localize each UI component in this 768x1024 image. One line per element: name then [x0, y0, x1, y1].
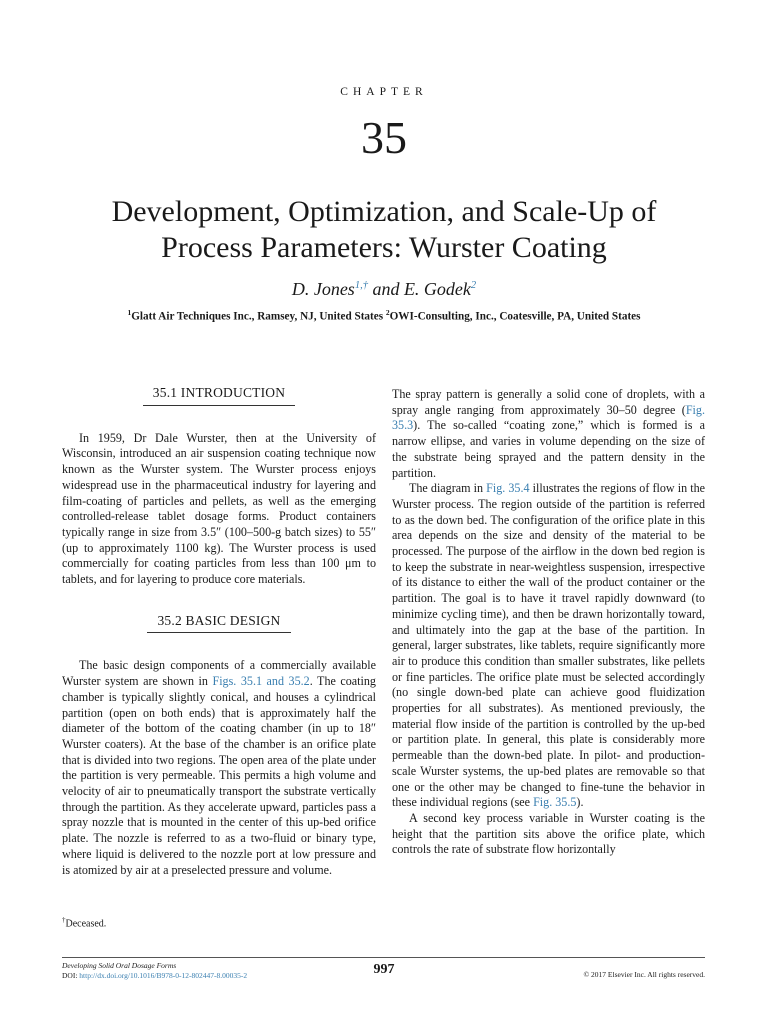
section-heading-introduction-text: 35.1 INTRODUCTION [143, 385, 295, 406]
footnote [62, 916, 106, 929]
author-line [0, 279, 768, 300]
footnote-mark: † [62, 916, 66, 924]
figure-link-35-5[interactable]: Fig. 35.5 [533, 795, 577, 810]
chapter-number: 35 [361, 112, 407, 163]
author-conjunction: and [367, 279, 404, 299]
footer-divider [62, 957, 705, 958]
author-2: E. Godek [403, 279, 471, 299]
spray-pattern-text-1: The spray pattern is generally a solid cone of droplets, with a spray angle ranging from approximately 30–50 degree ( [392, 387, 705, 417]
affiliations [0, 308, 768, 323]
doi-link[interactable]: http://dx.doi.org/10.1016/B978-0-12-802447-8.00035-2 [79, 971, 248, 980]
footer-book-title: Developing Solid Oral Dosage Forms [62, 961, 177, 970]
section-heading-basic-design-text: 35.2 BASIC DESIGN [147, 613, 290, 634]
flow-regions-text-1: The diagram in [409, 481, 487, 496]
right-column [392, 387, 705, 858]
chapter-title [40, 194, 728, 266]
author-2-affiliation-mark[interactable]: 2 [470, 280, 477, 291]
flow-regions-text-2: illustrates the regions of flow in the Wurster process. The region outside of the partition is referred to as the down bed. The configuration of the orifice plate in this area depends on the size and density of the material to be processed. The purpose of the airflow in the down bed region is to keep the substrate in near-weightless suspension, irrespective of its distance to either the wall of the product container or the partition. The goal is to have it travel rapidly downward (to minimize cycling time), and then be drawn horizontally toward, and ultimately into the gap at the base of the partition. In general, larger substrates, like tablets, require significantly more air to produce this condition than smaller substrates, like pellets or fine particles. The orifice plate must be selected accordingly (no single down-bed plate can achieve good fluidization properties for all substrates). As mentioned previously, the material flow inside of the partition is controlled by the up-bed or partition plate. In general, this plate is considerably more permeable than the down-bed plate. In pilot- and production-scale Wurster systems, the up-bed plates are removable so that one or the other may be changed to fine-tune the behavior in these individual regions (see [392, 481, 705, 810]
flow-regions-text-3: ). [576, 795, 584, 810]
figure-link-35-4[interactable]: Fig. 35.4 [486, 481, 530, 496]
spray-pattern-paragraph [392, 387, 705, 481]
chapter-label: CHAPTER [340, 86, 428, 98]
footnote-text: Deceased. [65, 918, 107, 930]
affiliation-1: Glatt Air Techniques Inc., Ramsey, NJ, United States [131, 310, 386, 323]
author-1-affiliation-mark[interactable]: 1,† [354, 280, 368, 291]
flow-regions-paragraph [392, 481, 705, 811]
spray-pattern-text-2: ). The so-called “coating zone,” which is formed is a narrow ellipse, and varies in volume depending on the size of the substrate being sprayed and the pattern density in the partition. [392, 418, 705, 480]
copyright-notice: © 2017 Elsevier Inc. All rights reserved. [583, 970, 705, 979]
introduction-paragraph: In 1959, Dr Dale Wurster, then at the University of Wisconsin, introduced an air suspension coating technique now known as the Wurster system. The Wurster process enjoys widespread use in the pharmaceutical industry for layering and film-coating of particles and pellets, as well as the emerging controlled-release tablet dosage forms. Product containers typically range in size from 3.5″ (100–500-g batch sizes) to 55″ (up to approximately 1100 kg). The Wurster process is used commercially for coating particles from less than 100 μm to tablets, and for layering to produce core materials. [62, 430, 376, 587]
author-1: D. Jones [291, 279, 355, 299]
footer-doi-label: DOI: [62, 971, 80, 980]
affiliation-2-mark: 2 [385, 308, 390, 317]
figure-link-35-1-35-2[interactable]: Figs. 35.1 and 35.2 [212, 674, 310, 689]
chapter-title-line-1: Development, Optimization, and Scale-Up of [111, 195, 657, 228]
section-heading-introduction [62, 385, 376, 406]
basic-design-text-1: The basic design components of a commercially available Wurster system are shown in [62, 658, 376, 689]
figure-link-35-3[interactable]: Fig. 35.3 [392, 402, 705, 433]
partition-height-paragraph: A second key process variable in Wurster coating is the height that the partition sits above the orifice plate, which controls the rate of substrate flow horizontally [392, 810, 705, 857]
chapter-title-line-2: Process Parameters: Wurster Coating [161, 231, 607, 264]
affiliation-2: OWI-Consulting, Inc., Coatesville, PA, United States [389, 310, 641, 323]
left-column [62, 385, 376, 878]
section-heading-basic-design [62, 613, 376, 634]
basic-design-text-2: . The coating chamber is typically slightly conical, and houses a cylindrical partition (open on both ends) that is approximately half the diameter of the bottom of the coating chamber (in up to 18″ Wurster coaters). At the base of the chamber is an orifice plate that is divided into two regions. The open area of the plate under the partition is very permeable. This permits a high volume and velocity of air to pneumatically transport the substrate vertically through the partition. As they accelerate upward, particles pass a spray nozzle that is mounted in the center of this up-bed orifice plate. The nozzle is referred to as a two-fluid or binary type, where liquid is delivered to the nozzle port at low pressure and is atomized by air at a preselected pressure and volume. [62, 674, 376, 877]
page-number: 997 [373, 962, 395, 977]
affiliation-1-mark: 1 [127, 308, 132, 317]
basic-design-paragraph [62, 658, 376, 878]
